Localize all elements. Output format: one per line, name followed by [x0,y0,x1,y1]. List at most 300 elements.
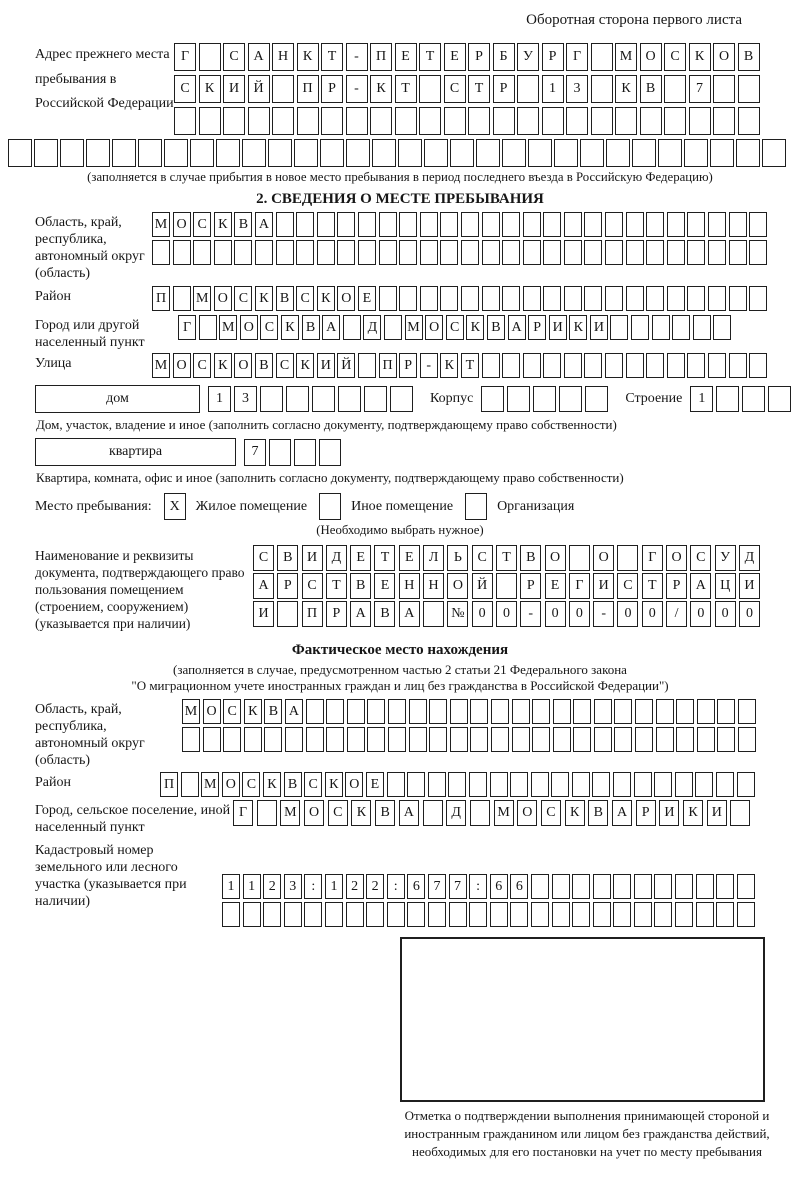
form-cell[interactable]: С [444,75,466,103]
form-cell[interactable] [542,107,564,135]
form-cell[interactable] [672,315,690,340]
form-cell[interactable]: А [350,601,371,627]
form-cell[interactable]: О [203,699,221,724]
form-cell[interactable] [531,874,549,899]
form-cell[interactable]: А [255,212,273,237]
form-cell[interactable] [366,902,384,927]
form-cell[interactable] [533,386,556,412]
form-cell[interactable] [729,286,747,311]
form-cell[interactable]: С [193,353,211,378]
form-cell[interactable] [242,139,266,167]
form-cell[interactable] [390,386,413,412]
form-cell[interactable]: О [345,772,363,797]
form-cell[interactable] [423,800,443,826]
form-cell[interactable] [572,902,590,927]
form-cell[interactable] [713,75,735,103]
form-cell[interactable]: С [174,75,196,103]
form-cell[interactable] [34,139,58,167]
form-cell[interactable] [594,727,612,752]
form-cell[interactable]: 1 [208,386,231,412]
form-cell[interactable] [449,902,467,927]
form-cell[interactable] [566,107,588,135]
form-cell[interactable] [502,353,520,378]
form-cell[interactable] [420,286,438,311]
form-cell[interactable] [294,139,318,167]
form-cell[interactable] [173,286,191,311]
form-cell[interactable]: М [182,699,200,724]
form-cell[interactable] [697,699,715,724]
form-cell[interactable] [296,240,314,265]
form-cell[interactable] [173,240,191,265]
form-cell[interactable] [708,240,726,265]
form-cell[interactable]: 2 [263,874,281,899]
form-cell[interactable]: Е [358,286,376,311]
form-cell[interactable]: Р [520,573,541,599]
form-cell[interactable] [749,212,767,237]
form-cell[interactable] [388,727,406,752]
form-cell[interactable]: 7 [689,75,711,103]
form-cell[interactable] [399,212,417,237]
form-cell[interactable] [306,699,324,724]
form-cell[interactable] [646,286,664,311]
form-cell[interactable]: К [317,286,335,311]
form-cell[interactable] [687,353,705,378]
form-cell[interactable] [461,286,479,311]
form-cell[interactable]: В [350,573,371,599]
form-cell[interactable] [337,212,355,237]
form-cell[interactable]: А [690,573,711,599]
form-cell[interactable]: 0 [715,601,736,627]
form-cell[interactable] [656,699,674,724]
form-cell[interactable] [716,902,734,927]
form-cell[interactable]: Р [277,573,298,599]
form-cell[interactable] [398,139,422,167]
form-cell[interactable] [543,353,561,378]
form-cell[interactable]: О [222,772,240,797]
form-cell[interactable]: Е [395,43,417,71]
form-cell[interactable]: 1 [243,874,261,899]
form-cell[interactable]: О [173,212,191,237]
form-cell[interactable]: Р [528,315,546,340]
form-cell[interactable] [684,139,708,167]
form-cell[interactable] [276,212,294,237]
form-cell[interactable] [687,286,705,311]
form-cell[interactable]: 1 [542,75,564,103]
form-cell[interactable]: Р [326,601,347,627]
form-cell[interactable]: : [387,874,405,899]
form-cell[interactable] [272,75,294,103]
form-cell[interactable]: Д [363,315,381,340]
form-cell[interactable] [626,240,644,265]
form-cell[interactable]: В [284,772,302,797]
form-cell[interactable] [502,286,520,311]
form-cell[interactable] [687,240,705,265]
checkbox-residential[interactable]: X [164,493,186,520]
form-cell[interactable] [450,727,468,752]
form-cell[interactable] [364,386,387,412]
form-cell[interactable] [664,75,686,103]
form-cell[interactable] [268,139,292,167]
form-cell[interactable]: Ь [447,545,468,571]
form-cell[interactable] [199,107,221,135]
form-cell[interactable] [384,315,402,340]
form-cell[interactable]: К [214,353,232,378]
form-cell[interactable] [243,902,261,927]
form-cell[interactable]: М [152,353,170,378]
form-cell[interactable] [626,212,644,237]
form-cell[interactable] [395,107,417,135]
form-cell[interactable] [553,699,571,724]
form-cell[interactable] [605,212,623,237]
form-cell[interactable] [470,727,488,752]
form-cell[interactable] [584,353,602,378]
form-cell[interactable] [346,902,364,927]
form-cell[interactable] [614,699,632,724]
form-cell[interactable]: С [242,772,260,797]
form-cell[interactable]: Е [374,573,395,599]
form-cell[interactable] [510,902,528,927]
form-cell[interactable]: К [683,800,703,826]
form-cell[interactable] [326,699,344,724]
form-cell[interactable]: М [280,800,300,826]
form-cell[interactable] [605,353,623,378]
form-cell[interactable] [346,139,370,167]
form-cell[interactable]: К [569,315,587,340]
form-cell[interactable] [675,772,693,797]
form-cell[interactable] [182,727,200,752]
form-cell[interactable]: И [317,353,335,378]
form-cell[interactable] [676,699,694,724]
form-cell[interactable]: В [375,800,395,826]
form-cell[interactable] [634,902,652,927]
form-cell[interactable]: К [689,43,711,71]
form-cell[interactable]: К [244,699,262,724]
form-cell[interactable]: 1 [222,874,240,899]
form-cell[interactable] [615,107,637,135]
form-cell[interactable] [481,386,504,412]
form-cell[interactable]: Е [545,573,566,599]
form-cell[interactable] [573,727,591,752]
form-cell[interactable]: О [447,573,468,599]
form-cell[interactable] [528,139,552,167]
form-cell[interactable]: К [214,212,232,237]
form-cell[interactable] [476,139,500,167]
form-cell[interactable] [564,240,582,265]
form-cell[interactable] [257,800,277,826]
form-cell[interactable]: П [297,75,319,103]
form-cell[interactable]: 2 [366,874,384,899]
form-cell[interactable] [337,240,355,265]
form-cell[interactable]: В [588,800,608,826]
form-cell[interactable] [552,874,570,899]
form-cell[interactable] [260,386,283,412]
form-cell[interactable] [244,727,262,752]
form-cell[interactable] [762,139,786,167]
form-cell[interactable]: Т [395,75,417,103]
form-cell[interactable] [696,874,714,899]
form-cell[interactable]: - [346,43,368,71]
form-cell[interactable]: В [520,545,541,571]
form-cell[interactable] [387,902,405,927]
form-cell[interactable]: Р [399,353,417,378]
form-cell[interactable] [736,139,760,167]
form-cell[interactable] [572,772,590,797]
form-cell[interactable] [470,800,490,826]
form-cell[interactable] [409,727,427,752]
form-cell[interactable] [388,699,406,724]
form-cell[interactable]: Т [642,573,663,599]
form-cell[interactable] [469,772,487,797]
form-cell[interactable]: С [328,800,348,826]
form-cell[interactable] [491,699,509,724]
form-cell[interactable]: 6 [510,874,528,899]
form-cell[interactable]: О [173,353,191,378]
form-cell[interactable] [654,902,672,927]
form-cell[interactable] [564,286,582,311]
form-cell[interactable]: В [277,545,298,571]
form-cell[interactable]: К [199,75,221,103]
form-cell[interactable]: К [370,75,392,103]
form-cell[interactable] [605,286,623,311]
form-cell[interactable]: О [425,315,443,340]
form-cell[interactable]: 7 [428,874,446,899]
form-cell[interactable] [296,212,314,237]
form-cell[interactable]: И [253,601,274,627]
form-cell[interactable] [634,772,652,797]
form-cell[interactable]: Р [666,573,687,599]
form-cell[interactable]: В [255,353,273,378]
form-cell[interactable] [358,240,376,265]
form-cell[interactable]: О [713,43,735,71]
form-cell[interactable]: М [152,212,170,237]
form-cell[interactable] [112,139,136,167]
form-cell[interactable] [304,902,322,927]
form-cell[interactable] [591,43,613,71]
form-cell[interactable] [429,727,447,752]
form-cell[interactable] [440,212,458,237]
form-cell[interactable] [317,212,335,237]
form-cell[interactable] [667,240,685,265]
form-cell[interactable]: И [739,573,760,599]
form-cell[interactable] [656,727,674,752]
form-cell[interactable]: Е [444,43,466,71]
form-cell[interactable] [664,107,686,135]
form-cell[interactable] [502,212,520,237]
form-cell[interactable] [420,240,438,265]
form-cell[interactable] [614,727,632,752]
form-cell[interactable] [370,107,392,135]
form-cell[interactable] [617,545,638,571]
form-cell[interactable] [613,902,631,927]
form-cell[interactable]: Г [178,315,196,340]
form-cell[interactable] [343,315,361,340]
form-cell[interactable] [626,353,644,378]
form-cell[interactable]: П [379,353,397,378]
form-cell[interactable] [634,874,652,899]
form-cell[interactable]: В [374,601,395,627]
form-cell[interactable]: - [520,601,541,627]
form-cell[interactable] [60,139,84,167]
form-cell[interactable] [713,107,735,135]
checkbox-organization[interactable] [465,493,487,520]
form-cell[interactable]: Й [248,75,270,103]
form-cell[interactable] [399,286,417,311]
form-cell[interactable] [8,139,32,167]
form-cell[interactable]: В [234,212,252,237]
form-cell[interactable]: С [664,43,686,71]
form-cell[interactable]: И [223,75,245,103]
form-cell[interactable]: 1 [690,386,713,412]
form-cell[interactable]: Г [566,43,588,71]
form-cell[interactable] [635,699,653,724]
form-cell[interactable] [346,107,368,135]
form-cell[interactable] [729,353,747,378]
form-cell[interactable] [554,139,578,167]
form-cell[interactable] [716,874,734,899]
form-cell[interactable] [223,727,241,752]
form-cell[interactable] [580,139,604,167]
form-cell[interactable]: 3 [284,874,302,899]
form-cell[interactable] [512,727,530,752]
form-cell[interactable]: С [296,286,314,311]
form-cell[interactable] [517,75,539,103]
form-cell[interactable] [138,139,162,167]
form-cell[interactable]: - [593,601,614,627]
form-cell[interactable] [276,240,294,265]
form-cell[interactable] [444,107,466,135]
form-cell[interactable]: Р [321,75,343,103]
form-cell[interactable] [407,902,425,927]
form-cell[interactable]: С [304,772,322,797]
form-cell[interactable] [367,699,385,724]
form-cell[interactable]: М [494,800,514,826]
form-cell[interactable]: 3 [234,386,257,412]
form-cell[interactable]: 0 [472,601,493,627]
form-cell[interactable] [749,353,767,378]
form-cell[interactable]: У [517,43,539,71]
form-cell[interactable] [584,240,602,265]
form-cell[interactable]: 0 [739,601,760,627]
form-cell[interactable] [717,727,735,752]
form-cell[interactable] [517,107,539,135]
form-cell[interactable] [461,240,479,265]
form-cell[interactable]: Т [496,545,517,571]
form-cell[interactable] [553,727,571,752]
form-cell[interactable] [667,286,685,311]
form-cell[interactable] [572,874,590,899]
form-cell[interactable] [543,286,561,311]
form-cell[interactable]: К [615,75,637,103]
form-cell[interactable] [490,772,508,797]
form-cell[interactable] [658,139,682,167]
form-cell[interactable]: С [276,353,294,378]
form-cell[interactable]: С [223,699,241,724]
form-cell[interactable] [610,315,628,340]
form-cell[interactable] [450,139,474,167]
form-cell[interactable]: О [214,286,232,311]
form-cell[interactable] [164,139,188,167]
form-cell[interactable] [593,902,611,927]
form-cell[interactable] [584,212,602,237]
form-cell[interactable]: П [160,772,178,797]
form-cell[interactable] [635,727,653,752]
form-cell[interactable] [469,902,487,927]
form-cell[interactable]: И [593,573,614,599]
form-cell[interactable]: О [517,800,537,826]
form-cell[interactable]: П [302,601,323,627]
form-cell[interactable]: М [201,772,219,797]
form-cell[interactable] [585,386,608,412]
form-cell[interactable] [255,240,273,265]
form-cell[interactable] [199,43,221,71]
form-cell[interactable] [428,772,446,797]
form-cell[interactable] [285,727,303,752]
form-cell[interactable] [420,212,438,237]
form-cell[interactable]: Е [350,545,371,571]
form-cell[interactable] [223,107,245,135]
form-cell[interactable] [593,874,611,899]
form-cell[interactable] [263,902,281,927]
form-cell[interactable] [729,240,747,265]
form-cell[interactable] [379,240,397,265]
form-cell[interactable]: К [565,800,585,826]
form-cell[interactable]: С [223,43,245,71]
form-cell[interactable] [358,353,376,378]
form-cell[interactable] [367,727,385,752]
form-cell[interactable] [646,212,664,237]
form-cell[interactable]: С [541,800,561,826]
form-cell[interactable] [440,286,458,311]
form-cell[interactable] [482,353,500,378]
form-cell[interactable] [502,139,526,167]
form-cell[interactable] [695,772,713,797]
form-cell[interactable]: 3 [566,75,588,103]
form-cell[interactable] [742,386,765,412]
form-cell[interactable]: С [253,545,274,571]
form-cell[interactable]: И [707,800,727,826]
form-cell[interactable]: П [370,43,392,71]
form-cell[interactable] [320,139,344,167]
form-cell[interactable]: А [399,800,419,826]
form-cell[interactable]: И [590,315,608,340]
form-cell[interactable]: Н [399,573,420,599]
form-cell[interactable] [569,545,590,571]
form-cell[interactable]: В [264,699,282,724]
form-cell[interactable]: В [738,43,760,71]
form-cell[interactable] [564,212,582,237]
form-cell[interactable]: Л [423,545,444,571]
form-cell[interactable]: К [297,43,319,71]
form-cell[interactable]: К [325,772,343,797]
form-cell[interactable]: Н [423,573,444,599]
form-cell[interactable] [234,240,252,265]
form-cell[interactable]: В [302,315,320,340]
form-cell[interactable] [532,699,550,724]
checkbox-other-premise[interactable] [319,493,341,520]
form-cell[interactable]: С [472,545,493,571]
form-cell[interactable]: А [322,315,340,340]
form-cell[interactable]: М [219,315,237,340]
form-cell[interactable] [507,386,530,412]
form-cell[interactable] [738,727,756,752]
form-cell[interactable] [675,902,693,927]
form-cell[interactable] [708,286,726,311]
form-cell[interactable]: П [152,286,170,311]
form-cell[interactable] [440,240,458,265]
form-cell[interactable]: К [255,286,273,311]
form-cell[interactable]: А [399,601,420,627]
form-cell[interactable] [264,727,282,752]
